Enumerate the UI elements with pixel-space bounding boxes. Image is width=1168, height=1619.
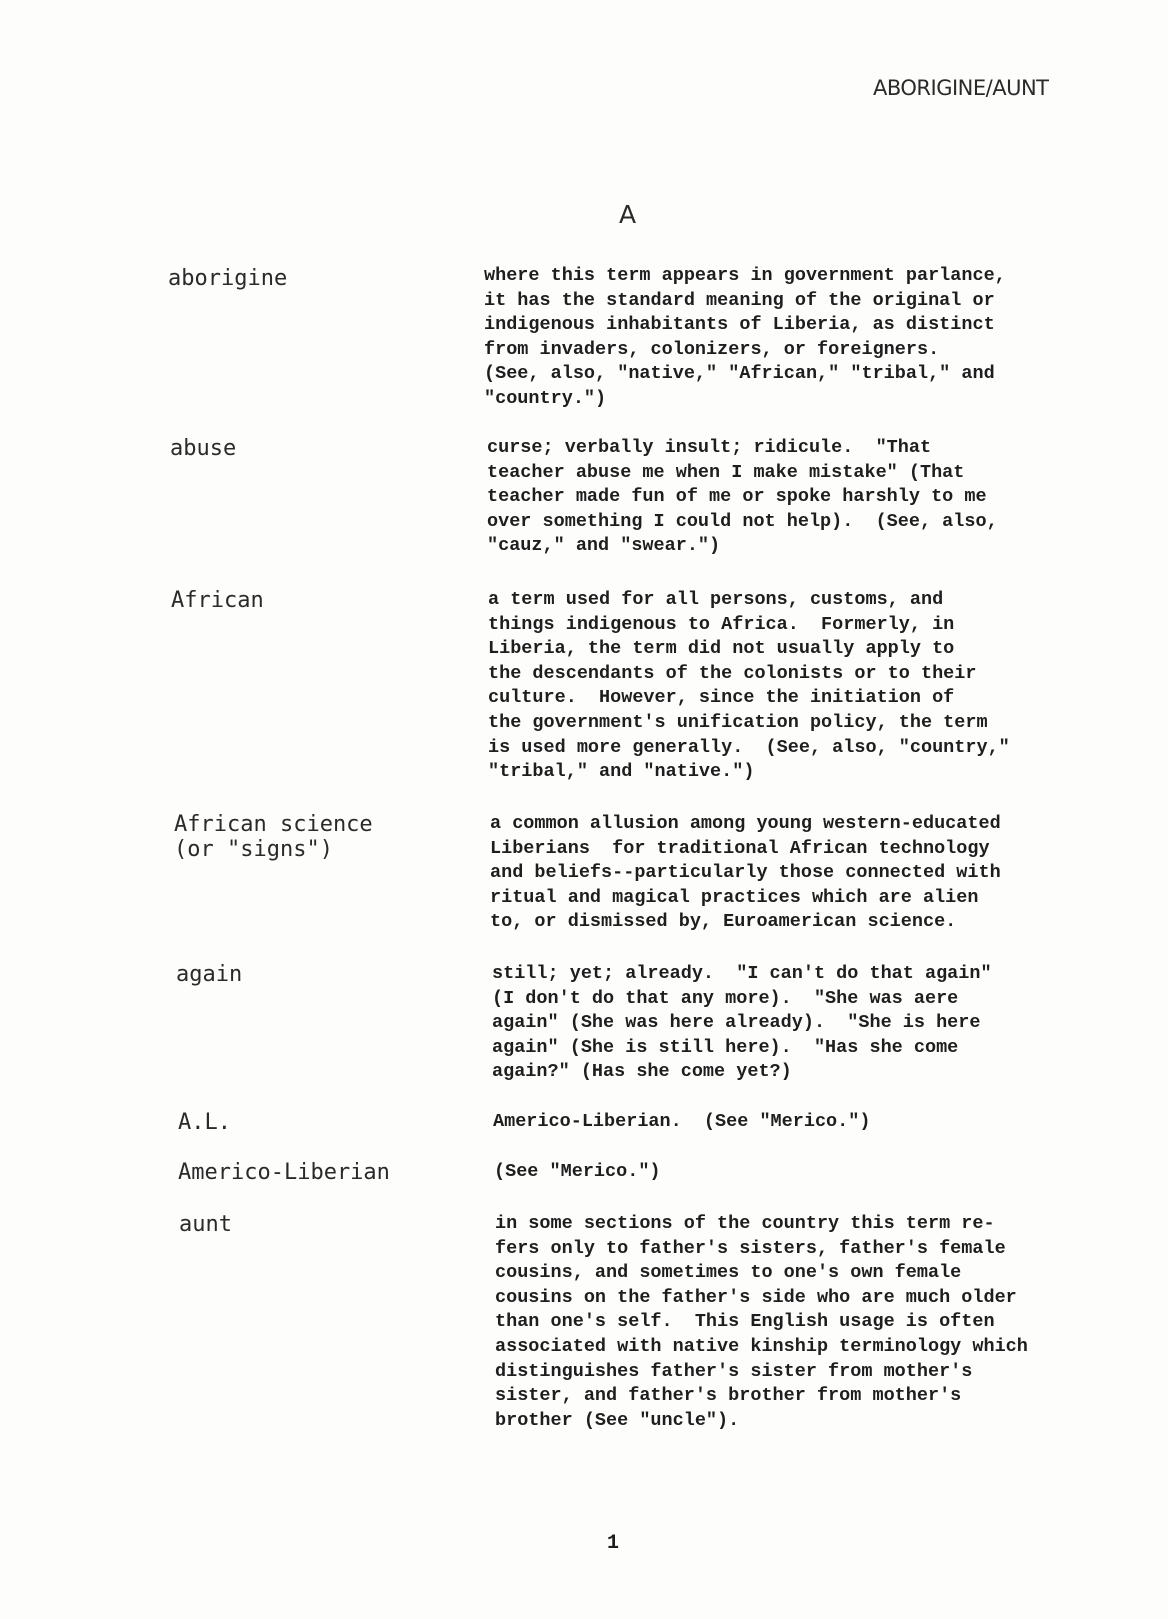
section-letter: A [619, 200, 637, 229]
entry-term: again [176, 962, 243, 987]
entry-definition: curse; verbally insult; ridicule. "That teacher abuse me when I make mistake" (That teacher made fun of me or spoke harshly to me over something I could not help). (See, also, "cauz," and "swear.") [487, 437, 998, 557]
entry-definition: in some sections of the country this term re- fers only to father's sisters, father's female cousins, and sometimes to one's own female cousins on the father's side who are much older than one's self. This English usage is often associated with native kinship terminology which distinguishes father's sister from mother's sister, and father's brother from mother's brother (See "uncle"). [495, 1213, 1028, 1431]
entry-term: Americo-Liberian [178, 1160, 390, 1185]
entry-term: A.L. [178, 1110, 231, 1135]
entry-term: aunt [179, 1212, 232, 1237]
entry-term: abuse [170, 436, 237, 461]
entry-term: aborigine [168, 266, 288, 291]
running-head: ABORIGINE/AUNT [873, 76, 1049, 100]
entry-definition: Americo-Liberian. (See "Merico.") [493, 1111, 871, 1132]
entry-term: African [171, 588, 264, 613]
entry-definition: where this term appears in government parlance, it has the standard meaning of the original or indigenous inhabitants of Liberia, as distinct from invaders, colonizers, or foreigners. (See, also, "native," "African," "tribal," and "country.") [484, 265, 1006, 409]
entry-term: African science (or "signs") [174, 812, 373, 862]
entry-definition: still; yet; already. "I can't do that again" (I don't do that any more). "She was aere again" (She was here already). "She is here again" (She is still here). "Has she come again?" (Has she come yet?) [492, 963, 992, 1083]
entry-definition: a common allusion among young western-educated Liberians for traditional African technology and beliefs--particularly those connected with ritual and magical practices which are alien to, or dismissed by, Euroamerican science. [490, 813, 1001, 933]
entry-definition: (See "Merico.") [494, 1161, 661, 1182]
page-number: 1 [607, 1532, 620, 1555]
entry-definition: a term used for all persons, customs, and things indigenous to Africa. Formerly, in Liberia, the term did not usually apply to the descendants of the colonists or to their culture. However, since the initiation of the government's unification policy, the term is used more generally. (See, also, "country," "tribal," and "native.") [488, 589, 1010, 783]
